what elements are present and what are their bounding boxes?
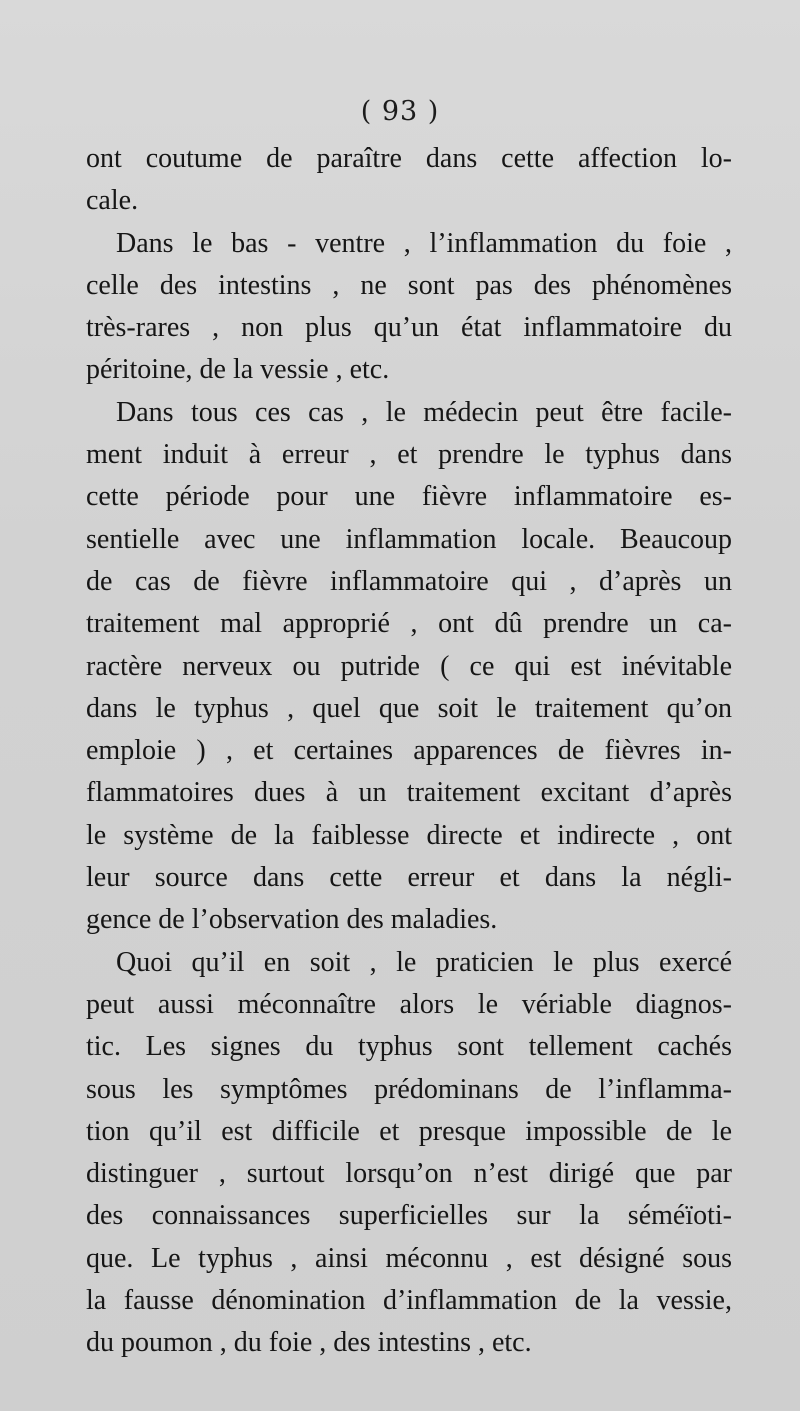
text-line: distinguer , surtout lorsqu’on n’est dirigé que par <box>86 1158 732 1190</box>
text-line: que. Le typhus , ainsi méconnu , est désigné sous <box>86 1242 732 1274</box>
text-line: dans le typhus , quel que soit le traitement qu’on <box>86 692 732 724</box>
text-line: ractère nerveux ou putride ( ce qui est inévitable <box>86 650 732 682</box>
text-line: cale. <box>86 185 139 217</box>
body-text <box>86 138 732 1365</box>
text-line: flammatoires dues à un traitement excitant d’après <box>86 777 732 809</box>
text-line: gence de l’observation des maladies. <box>86 904 498 936</box>
text-line: celle des intestins , ne sont pas des phénomènes <box>86 269 732 301</box>
text-line: tion qu’il est difficile et presque impossible de le <box>86 1115 732 1147</box>
text-line: emploie ) , et certaines apparences de fièvres in- <box>86 735 732 767</box>
text-line: des connaissances superficielles sur la séméïoti- <box>86 1200 732 1232</box>
text-line: la fausse dénomination d’inflammation de la vessie, <box>86 1285 732 1317</box>
text-line: le système de la faiblesse directe et indirecte , ont <box>86 819 732 851</box>
text-line: ont coutume de paraître dans cette affection lo- <box>86 143 732 174</box>
text-line: peut aussi méconnaître alors le vériable diagnos- <box>86 988 732 1020</box>
text-line: de cas de fièvre inflammatoire qui , d’après un <box>86 565 732 597</box>
page-number: ( 93 ) <box>360 96 440 127</box>
text-line: très-rares , non plus qu’un état inflammatoire du <box>86 312 732 344</box>
text-line: Dans le bas - ventre , l’inflammation du foie , <box>116 227 732 259</box>
text-line: cette période pour une fièvre inflammatoire es- <box>86 481 732 513</box>
text-line: leur source dans cette erreur et dans la négli- <box>86 862 732 894</box>
text-line: sentielle avec une inflammation locale. Beaucoup <box>86 523 732 555</box>
text-line: ment induit à erreur , et prendre le typhus dans <box>86 439 732 471</box>
text-line: péritoine, de la vessie , etc. <box>86 354 390 386</box>
text-line: Dans tous ces cas , le médecin peut être facile- <box>116 396 732 428</box>
text-line: du poumon , du foie , des intestins , etc. <box>86 1327 532 1359</box>
text-line: traitement mal approprié , ont dû prendre un ca- <box>86 608 732 640</box>
text-line: Quoi qu’il en soit , le praticien le plus exercé <box>116 946 732 978</box>
text-line: tic. Les signes du typhus sont tellement cachés <box>86 1031 732 1063</box>
text-line: sous les symptômes prédominans de l’inflamma- <box>86 1073 732 1105</box>
